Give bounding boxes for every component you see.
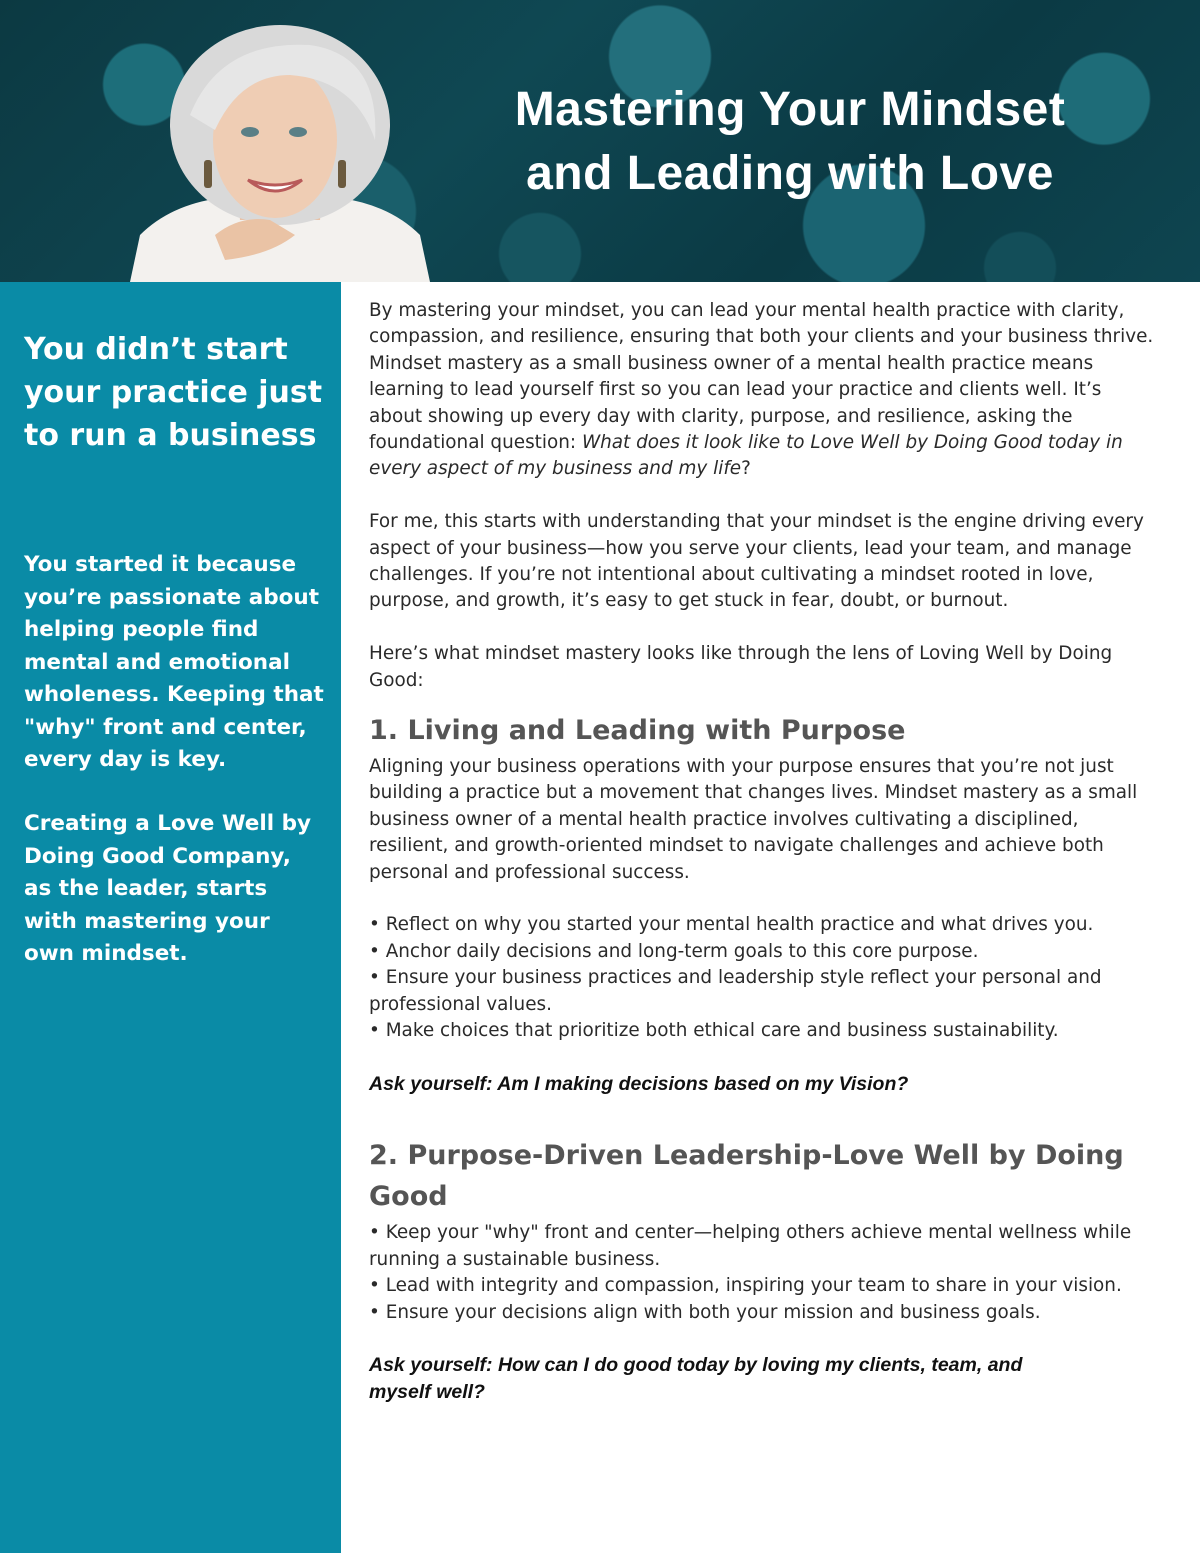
sidebar-paragraph-why: You started it because you’re passionate about helping people find mental and emotional wholeness. Keeping that "why" front and center, every day is key. — [24, 552, 324, 772]
list-item: • Lead with integrity and compassion, inspiring your team to share in your vision. — [369, 1275, 1122, 1297]
ask-yourself-vision: Ask yourself: Am I making decisions based on my Vision? — [369, 1072, 909, 1095]
mindset-engine-paragraph: For me, this starts with understanding that your mindset is the engine driving every aspect of your business—how you serve your clients, lead your team, and manage challenges. If you’re not intentional about cultivating a mindset rooted in love, purpose, and growth, it’s easy to get stuck in fear, doubt, or burnout. — [369, 511, 1144, 612]
author-portrait — [130, 20, 430, 282]
intro-text: By mastering your mindset, you can lead your mental health practice with clarity, compassion, and resilience, ensuring that both your clients and your business thrive. Mindset mastery as a small business owner of a mental health practice means learning to lead yourself first so you can lead your practice and clients well. It’s about showing up every day with clarity, purpose, and resilience, asking the foundational question: — [369, 300, 1154, 454]
sidebar-heading: You didn’t start your practice just to run a business — [24, 332, 323, 453]
list-item: • Keep your "why" front and center—helping others achieve mental wellness while running a sustainable business. — [369, 1222, 1132, 1270]
list-item: • Ensure your decisions align with both your mission and business goals. — [369, 1301, 1041, 1323]
section-heading-leadership: 2. Purpose-Driven Leadership-Love Well by Doing Good — [369, 1140, 1124, 1213]
list-item: • Anchor daily decisions and long-term goals to this core purpose. — [369, 940, 979, 962]
list-item: • Reflect on why you started your mental health practice and what drives you. — [369, 914, 1094, 936]
list-item: • Make choices that prioritize both ethical care and business sustainability. — [369, 1020, 1059, 1042]
list-item: • Ensure your business practices and leadership style reflect your personal and professional values. — [369, 967, 1102, 1015]
sidebar-panel — [0, 282, 341, 1553]
page-title — [460, 78, 1120, 206]
intro-question: What does it look like to Love Well by Doing Good today in every aspect of my business and my life — [369, 432, 1123, 480]
ask-yourself-do-good: Ask yourself: How can I do good today by loving my clients, team, and myself well? — [369, 1354, 1023, 1403]
section-body-purpose: Aligning your business operations with your purpose ensures that you’re not just building a practice but a movement that changes lives. Mindset mastery as a small business owner of a mental health practice involves cultivating a disciplined, resilient, and growth-oriented mindset to navigate challenges and achieve both personal and professional success. — [369, 756, 1138, 883]
sidebar-paragraph-company: Creating a Love Well by Doing Good Company, as the leader, starts with mastering your own mindset. — [24, 811, 312, 966]
intro-end: ? — [741, 458, 751, 480]
intro-paragraph — [369, 298, 1159, 483]
title-line-1: Mastering Your Mindset — [514, 83, 1066, 136]
title-line-2: and Leading with Love — [526, 147, 1054, 200]
header-banner — [0, 0, 1200, 282]
main-content — [369, 298, 1159, 1405]
section-heading-purpose: 1. Living and Leading with Purpose — [369, 715, 906, 747]
lens-paragraph: Here’s what mindset mastery looks like through the lens of Loving Well by Doing Good: — [369, 643, 1113, 691]
